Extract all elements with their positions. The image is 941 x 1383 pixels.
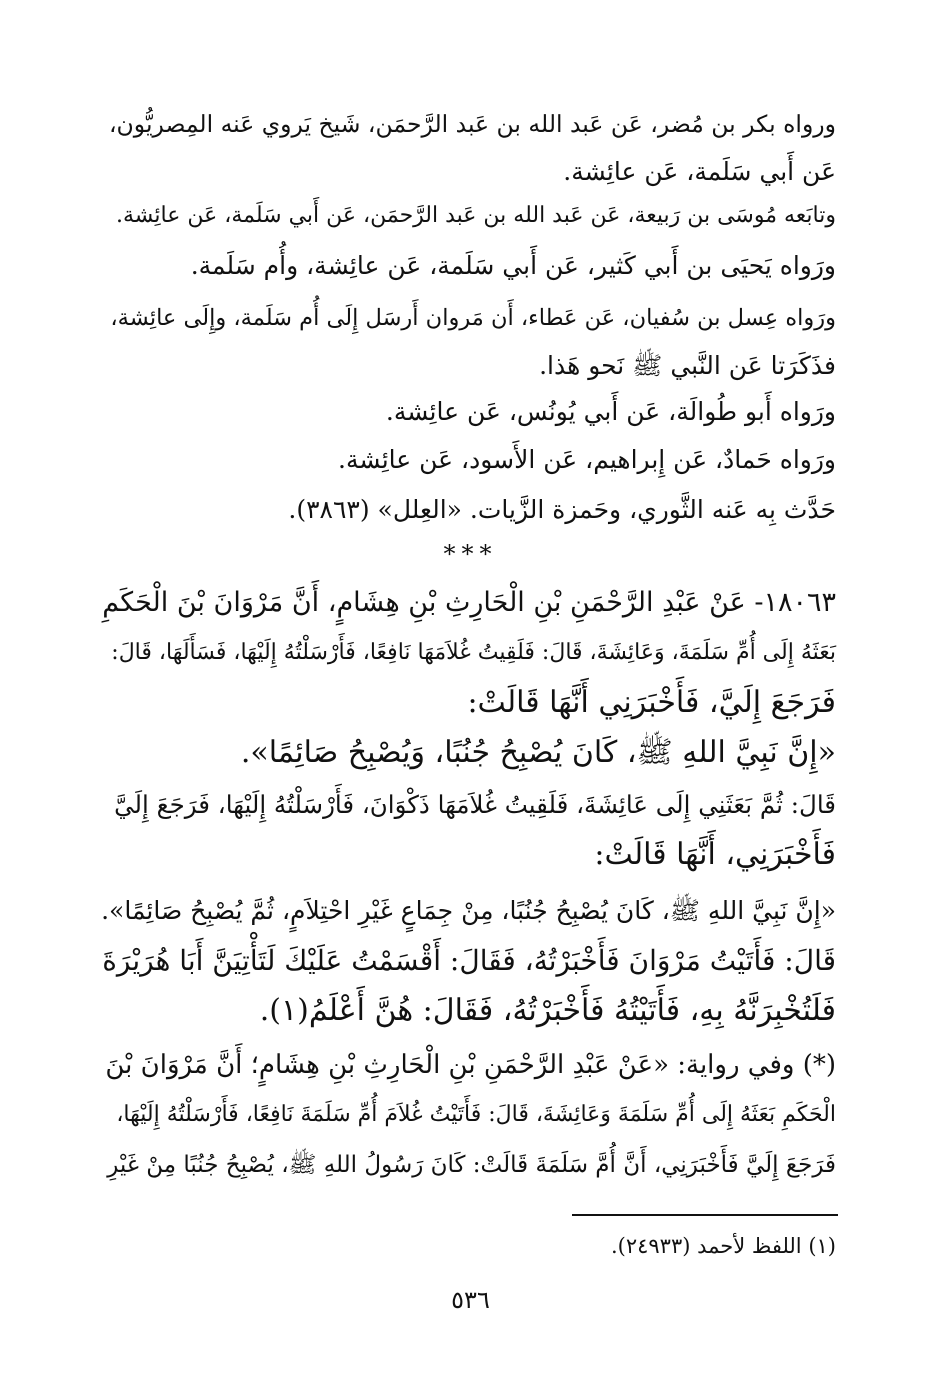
text-line: فَرَجَعَ إِلَيَّ، فَأَخْبَرَنِي أَنَّهَا قَالَتْ: [467,685,836,720]
text-line: فذَكَرَتا عَن النَّبي ﷺ نَحو هَذا. [539,351,836,380]
text-line: بَعَثَهُ إِلَى أُمِّ سَلَمَةَ، وَعَائِشَةَ، قَالَ: فَلَقِيتُ غُلاَمَهَا نَافِعًا، فَأَرْسَلْتُهُ إِلَيْهَا، فَسَأَلَهَا، قَالَ: [111,640,836,665]
commentary-paragraph [101,388,836,436]
text-line: قَالَ: ثُمَّ بَعَثَنِي إِلَى عَائِشَةَ، فَلَقِيتُ غُلاَمَهَا ذَكْوَانَ، فَأَرْسَلْتُهُ إِلَيْهَا، فَرَجَعَ إِلَيَّ [114,790,836,819]
text-line: فَلَتُخْبِرَنَّهُ بِهِ، فَأَتَيْتُهُ فَأَخْبَرْتُهُ، فَقَالَ: هُنَّ أَعْلَمُ(١). [259,993,836,1028]
text-line: ١٨٠٦٣- عَنْ عَبْدِ الرَّحْمَنِ بْنِ الْحَارِثِ بْنِ هِشَامٍ، أَنَّ مَرْوَانَ بْنَ الْحَكَمِ [102,587,836,618]
hadith-paragraph [101,578,836,728]
text-line: ورَواه عِسل بن سُفيان، عَن عَطاء، أَن مَروان أَرسَل إِلَى أُم سَلَمة، وإِلَى عائِشة، [110,305,836,331]
section-separator: *** [443,540,498,568]
text-line: عَن أَبي سَلَمة، عَن عائِشة. [563,157,836,186]
hadith-paragraph [101,886,836,936]
page-number: ٥٣٦ [451,1286,490,1314]
text-line: فَرَجَعَ إِلَيَّ فَأَخْبَرَنِي، أَنَّ أُمَّ سَلَمَةَ قَالَتْ: كَانَ رَسُولُ اللهِ ﷺ، يُصْبِحُ جُنُبًا مِنْ غَيْرِ [107,1152,836,1178]
commentary-paragraph [101,486,836,534]
commentary-paragraph [101,294,836,390]
text-line: ورَواه حَمادٌ، عَن إِبراهيم، عَن الأَسود، عَن عائِشة. [338,445,836,474]
commentary-paragraph [101,192,836,240]
hadith-paragraph [101,936,836,1036]
text-line: قَالَ: فَأَتَيْتُ مَرْوَانَ فَأَخْبَرْتُهُ، فَقَالَ: أَقْسَمْتُ عَلَيْكَ لَتَأْتِيَنَّ أَبَا هُرَيْرَةَ [102,944,836,977]
footnote-divider [572,1214,838,1216]
text-line: الْحَكَمِ بَعَثَهُ إِلَى أُمِّ سَلَمَةَ وَعَائِشَةَ، قَالَ: فَأَتَيْتُ غُلاَمَ أُمِّ سَلَمَةَ نَافِعًا، فَأَرْسَلْتُهُ إِلَيْهَا، [116,1102,836,1127]
hadith-paragraph [101,780,836,880]
text-line: ورواه بكر بن مُضر، عَن عَبد الله بن عَبد الرَّحمَن، شَيخ يَروي عَنه المِصريُّون، [108,110,836,138]
hadith-paragraph [101,728,836,778]
text-line: وتابَعه مُوسَى بن رَبيعة، عَن عَبد الله بن عَبد الرَّحمَن، عَن أَبي سَلَمة، عَن عائِشة. [116,203,836,228]
text-line: ورَواه أَبو طُوالَة، عَن أَبي يُونُس، عَن عائِشة. [385,397,836,426]
text-line: ورَواه يَحيَى بن أَبي كَثير، عَن أَبي سَلَمة، عَن عائِشة، وأُم سَلَمة. [190,251,836,280]
hadith-paragraph [101,1040,836,1190]
text-line: «إِنَّ نَبِيَّ اللهِ ﷺ، كَانَ يُصْبِحُ جُنُبًا، وَيُصْبِحُ صَائِمًا». [240,735,836,770]
text-line: «إِنَّ نَبِيَّ اللهِ ﷺ، كَانَ يُصْبِحُ جُنُبًا، مِنْ جِمَاعٍ غَيْرِ احْتِلاَمٍ، ثُمَّ يُصْبِحُ صَائِمًا». [101,896,836,925]
commentary-paragraph [101,436,836,484]
text-line: (*) وفي رواية: «عَنْ عَبْدِ الرَّحْمَنِ بْنِ الْحَارِثِ بْنِ هِشَامٍ؛ أَنَّ مَرْوَانَ بْنَ [105,1050,836,1080]
footnote: (١) اللفظ لأحمد (٢٤٩٣٣). [610,1234,836,1258]
commentary-paragraph [101,242,836,290]
text-line: حَدَّث بِه عَنه الثَّوري، وحَمزة الزَّيات. «العِلل» (٣٨٦٣). [288,495,836,524]
text-line: فَأَخْبَرَنِي، أَنَّهَا قَالَتْ: [594,837,836,872]
commentary-paragraph [101,100,836,196]
